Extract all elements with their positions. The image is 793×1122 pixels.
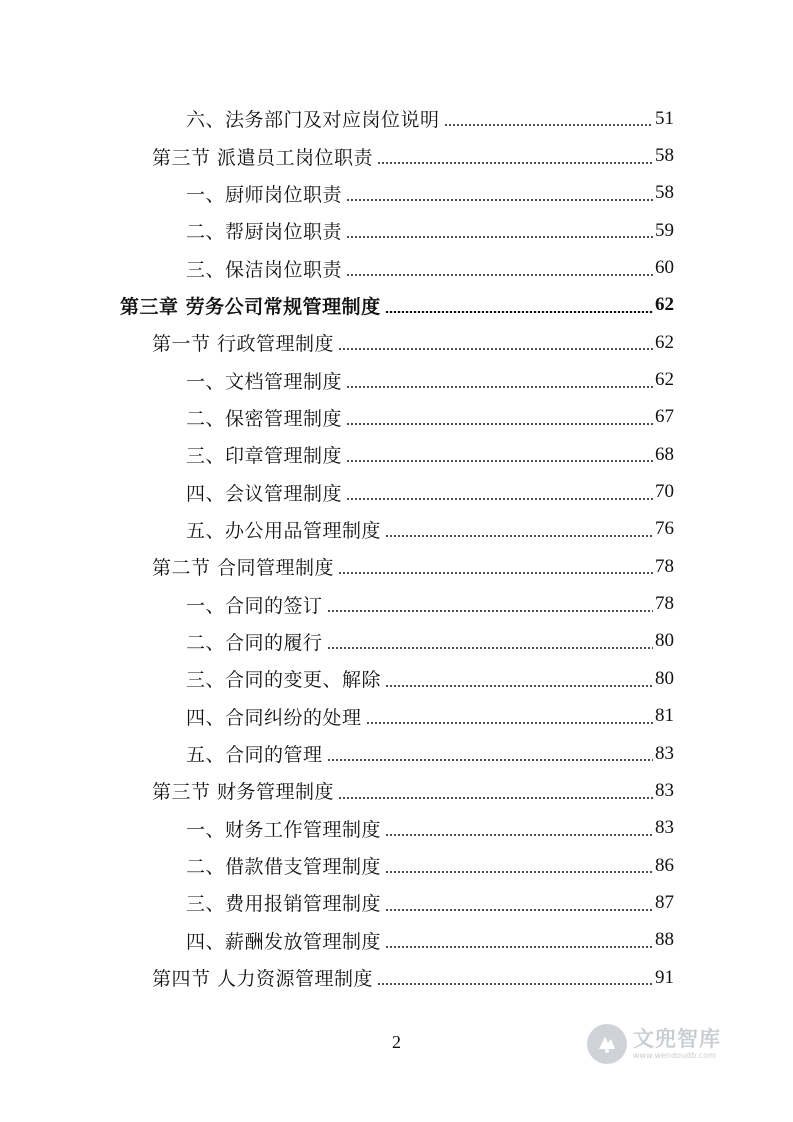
toc-entry[interactable] <box>0 810 674 847</box>
toc-entry[interactable] <box>0 100 674 137</box>
toc-entry-page-number: 83 <box>655 817 674 839</box>
toc-entry[interactable] <box>0 137 674 174</box>
toc-entry-page-number: 80 <box>655 667 674 689</box>
toc-entry[interactable] <box>0 922 674 959</box>
toc-entry-title: 三、印章管理制度 <box>186 441 344 468</box>
toc-entry-title: 四、薪酬发放管理制度 <box>186 927 383 954</box>
toc-entry-page-number: 62 <box>655 369 674 391</box>
watermark <box>587 1018 757 1070</box>
dot-leader <box>385 909 653 911</box>
toc-entry-page-number: 51 <box>655 107 674 129</box>
toc-entry[interactable] <box>0 959 674 996</box>
dot-leader <box>338 348 653 350</box>
dot-leader <box>385 311 653 313</box>
toc-entry-title: 二、合同的履行 <box>186 628 325 655</box>
toc-entry-title: 二、借款借支管理制度 <box>186 852 383 879</box>
toc-entry-page-number: 80 <box>655 630 674 652</box>
toc-entry-title: 四、合同纠纷的处理 <box>186 703 364 730</box>
toc-entry[interactable] <box>0 324 674 361</box>
toc-entry-title: 一、财务工作管理制度 <box>186 815 383 842</box>
toc-entry-page-number: 88 <box>655 929 674 951</box>
toc-entry[interactable] <box>0 287 674 324</box>
toc-entry-page-number: 81 <box>655 705 674 727</box>
watermark-title: 文兜智库 <box>633 1027 721 1051</box>
toc-entry[interactable] <box>0 436 674 473</box>
toc-entry-title: 二、保密管理制度 <box>186 404 344 431</box>
toc-entry-page-number: 70 <box>655 481 674 503</box>
toc-entry-title: 三、费用报销管理制度 <box>186 889 383 916</box>
dot-leader <box>385 535 653 537</box>
dot-leader <box>377 162 653 164</box>
dot-leader <box>338 572 653 574</box>
toc-entry-title: 三、合同的变更、解除 <box>186 665 383 692</box>
watermark-url: www.wendoudb.com <box>633 1051 716 1060</box>
toc-entry-title: 第二节 合同管理制度 <box>152 553 336 580</box>
toc-entry-page-number: 62 <box>655 331 674 353</box>
page-number: 2 <box>392 1032 401 1052</box>
toc-entry-title: 六、法务部门及对应岗位说明 <box>186 105 442 132</box>
toc-entry-title: 第三节 财务管理制度 <box>152 777 336 804</box>
dot-leader <box>385 946 653 948</box>
toc-entry[interactable] <box>0 473 674 510</box>
toc-entry-page-number: 62 <box>655 294 674 316</box>
dot-leader <box>338 797 653 799</box>
toc-entry-page-number: 78 <box>655 555 674 577</box>
toc-entry-page-number: 67 <box>655 406 674 428</box>
toc-entry[interactable] <box>0 175 674 212</box>
dot-leader <box>377 983 653 985</box>
dot-leader <box>346 460 653 462</box>
toc-entry-title: 五、合同的管理 <box>186 740 325 767</box>
toc-entry-title: 一、文档管理制度 <box>186 367 344 394</box>
toc-entry-page-number: 58 <box>655 145 674 167</box>
toc-entry[interactable] <box>0 772 674 809</box>
toc-entry-page-number: 60 <box>655 257 674 279</box>
toc-entry-title: 第三章 劳务公司常规管理制度 <box>120 292 383 319</box>
table-of-contents <box>0 100 793 996</box>
dot-leader <box>327 647 653 649</box>
toc-entry-title: 五、办公用品管理制度 <box>186 516 383 543</box>
toc-entry[interactable] <box>0 884 674 921</box>
toc-entry[interactable] <box>0 399 674 436</box>
toc-entry-page-number: 58 <box>655 182 674 204</box>
toc-entry-title: 一、厨师岗位职责 <box>186 180 344 207</box>
watermark-logo-icon <box>587 1024 627 1064</box>
toc-entry[interactable] <box>0 623 674 660</box>
toc-entry[interactable] <box>0 735 674 772</box>
dot-leader <box>346 498 653 500</box>
toc-entry-title: 第四节 人力资源管理制度 <box>152 964 375 991</box>
dot-leader <box>346 199 653 201</box>
toc-entry[interactable] <box>0 212 674 249</box>
dot-leader <box>366 722 653 724</box>
dot-leader <box>444 124 653 126</box>
toc-entry[interactable] <box>0 548 674 585</box>
toc-entry-page-number: 68 <box>655 443 674 465</box>
toc-entry-title: 三、保洁岗位职责 <box>186 255 344 282</box>
toc-entry-title: 一、合同的签订 <box>186 591 325 618</box>
dot-leader <box>385 834 653 836</box>
toc-entry-page-number: 87 <box>655 891 674 913</box>
toc-entry-page-number: 76 <box>655 518 674 540</box>
toc-entry[interactable] <box>0 698 674 735</box>
dot-leader <box>385 685 653 687</box>
toc-entry[interactable] <box>0 361 674 398</box>
toc-entry-page-number: 78 <box>655 593 674 615</box>
dot-leader <box>346 386 653 388</box>
dot-leader <box>346 274 653 276</box>
toc-entry[interactable] <box>0 511 674 548</box>
toc-entry-page-number: 91 <box>655 966 674 988</box>
toc-entry-title: 第三节 派遣员工岗位职责 <box>152 143 375 170</box>
toc-entry-page-number: 83 <box>655 742 674 764</box>
toc-entry[interactable] <box>0 847 674 884</box>
toc-entry[interactable] <box>0 585 674 622</box>
dot-leader <box>327 610 653 612</box>
toc-entry[interactable] <box>0 660 674 697</box>
toc-entry-page-number: 86 <box>655 854 674 876</box>
toc-entry-title: 二、帮厨岗位职责 <box>186 217 344 244</box>
toc-entry[interactable] <box>0 249 674 286</box>
toc-entry-title: 四、会议管理制度 <box>186 479 344 506</box>
toc-entry-title: 第一节 行政管理制度 <box>152 329 336 356</box>
dot-leader <box>346 423 653 425</box>
dot-leader <box>327 759 653 761</box>
dot-leader <box>346 236 653 238</box>
toc-entry-page-number: 59 <box>655 219 674 241</box>
dot-leader <box>385 871 653 873</box>
toc-entry-page-number: 83 <box>655 779 674 801</box>
